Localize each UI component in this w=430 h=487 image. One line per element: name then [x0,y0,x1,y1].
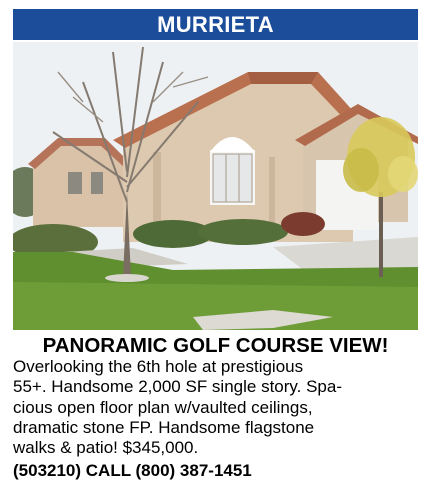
description-line: cious open floor plan w/vaulted ceilings, [13,397,313,417]
listing-description [13,357,418,458]
description-line: walks & patio! $345,000. [13,438,199,458]
description-line: 55+. Handsome 2,000 SF single story. Spa- [13,377,343,397]
description-line: dramatic stone FP. Handsome flagstone [13,417,315,437]
listing-headline: PANORAMIC GOLF COURSE VIEW! [42,334,389,357]
house-photo [13,42,418,330]
contact-line: (503210) CALL (800) 387-1451 [13,461,252,480]
listing-card [13,9,418,479]
city-banner: MURRIETA [13,9,418,40]
description-line: Overlooking the 6th hole at prestigious [13,357,304,376]
